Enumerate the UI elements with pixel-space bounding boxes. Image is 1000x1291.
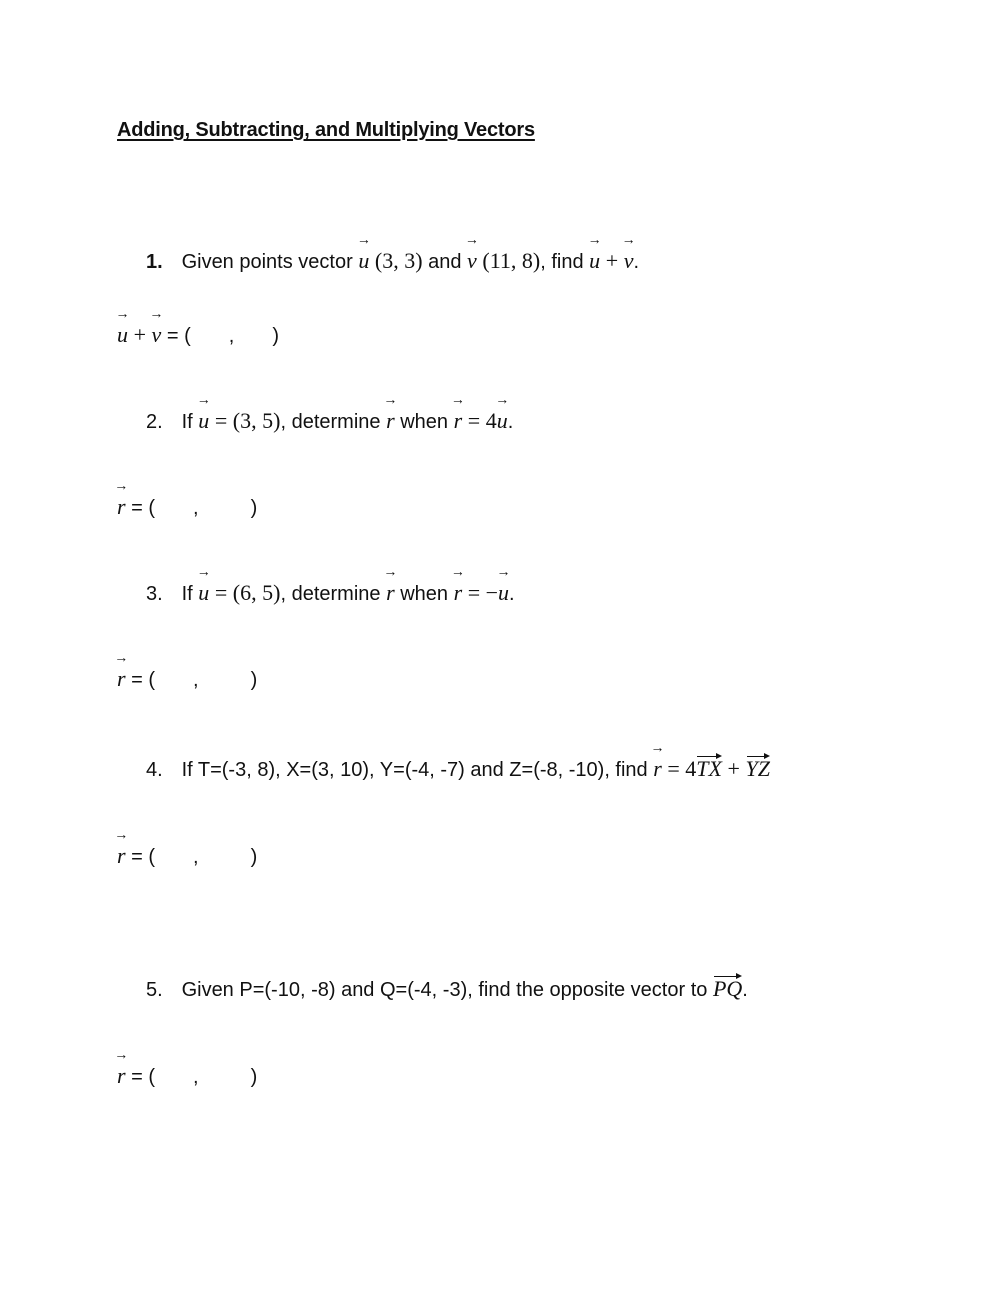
vector-r: → r (117, 666, 126, 692)
vector-r: → r (454, 580, 463, 606)
equals-sign: = (467, 408, 481, 433)
equals-scalar: = 4 (667, 756, 697, 781)
question-5: 5. Given P=(-10, -8) and Q=(-4, -3), find the opposite vector to PQ. (146, 976, 748, 1001)
vector-v-value: (11, 8) (482, 248, 541, 273)
answer-close: ) (250, 846, 258, 868)
vector-tx: TX (696, 756, 722, 781)
answer-close: ) (272, 325, 280, 347)
answer-close: ) (250, 1066, 258, 1088)
answer-open: = ( (166, 325, 191, 347)
answer-comma: , (193, 1066, 199, 1088)
vector-u: → u (497, 408, 508, 434)
question-text: If T=(-3, 8), X=(3, 10), Y=(-4, -7) and Z=(-8, -10), find (181, 759, 648, 781)
question-text: If (181, 411, 193, 433)
vector-r: → r (386, 408, 395, 434)
answer-1 (117, 322, 279, 348)
vector-r: → r (454, 408, 463, 434)
vector-r: → r (653, 756, 662, 782)
equals-sign: = (214, 580, 228, 605)
question-4 (146, 756, 770, 782)
answer-3 (117, 666, 257, 692)
question-text: , determine (280, 411, 381, 433)
answer-comma: , (193, 846, 199, 868)
vector-u: → u (358, 248, 369, 274)
vector-u-value: (3, 5) (232, 408, 281, 433)
vector-v: → v (152, 322, 162, 348)
plus-sign: + (605, 248, 619, 273)
question-text: when (400, 411, 449, 433)
vector-u: → u (198, 408, 209, 434)
question-text: , find (540, 251, 584, 273)
question-number: 4. (146, 759, 163, 781)
answer-close: ) (250, 669, 258, 691)
answer-close: ) (250, 497, 258, 519)
question-text: , determine (280, 583, 381, 605)
vector-v: → v (467, 248, 477, 274)
vector-u-value: (3, 3) (374, 248, 423, 273)
answer-open: = ( (131, 669, 156, 691)
vector-u: → u (117, 322, 128, 348)
question-3: 3. If → u = (6, 5), determine → r when → r = −→ u. (146, 580, 515, 606)
vector-u: → u (498, 580, 509, 606)
question-text: If (181, 583, 193, 605)
vector-v: → v (624, 248, 634, 274)
vector-u: → u (589, 248, 600, 274)
question-number: 2. (146, 411, 163, 433)
vector-r: → r (117, 1063, 126, 1089)
plus-sign: + (133, 322, 146, 347)
question-text: Given P=(-10, -8) and Q=(-4, -3), find the opposite vector to (181, 979, 708, 1001)
answer-open: = ( (131, 1066, 156, 1088)
answer-comma: , (228, 325, 235, 347)
vector-yz: YZ (745, 756, 771, 781)
answer-2 (117, 494, 257, 520)
vector-r: → r (386, 580, 395, 606)
answer-open: = ( (131, 846, 156, 868)
answer-comma: , (193, 497, 199, 519)
equals-minus: = − (467, 580, 499, 605)
question-2: 2. If → u = (3, 5), determine → r when → r = 4→ u. (146, 408, 513, 434)
question-text: when (400, 583, 449, 605)
answer-open: = ( (131, 497, 156, 519)
page-title: Adding, Subtracting, and Multiplying Vectors (117, 119, 535, 141)
answer-5 (117, 1063, 257, 1089)
question-text: and (428, 251, 462, 273)
question-number: 3. (146, 583, 163, 605)
answer-comma: , (193, 669, 199, 691)
question-1: 1. Given points vector → u (3, 3) and → v (11, 8), find → u + → v. (146, 248, 639, 274)
vector-pq: PQ (712, 976, 743, 1001)
question-number: 1. (146, 251, 163, 273)
answer-4 (117, 843, 257, 869)
question-number: 5. (146, 979, 163, 1001)
vector-u-value: (6, 5) (232, 580, 281, 605)
plus-sign: + (727, 756, 740, 781)
scalar: 4 (485, 408, 497, 433)
vector-r: → r (117, 494, 126, 520)
question-text: Given points vector (181, 251, 353, 273)
vector-u: → u (198, 580, 209, 606)
equals-sign: = (214, 408, 228, 433)
vector-r: → r (117, 843, 126, 869)
